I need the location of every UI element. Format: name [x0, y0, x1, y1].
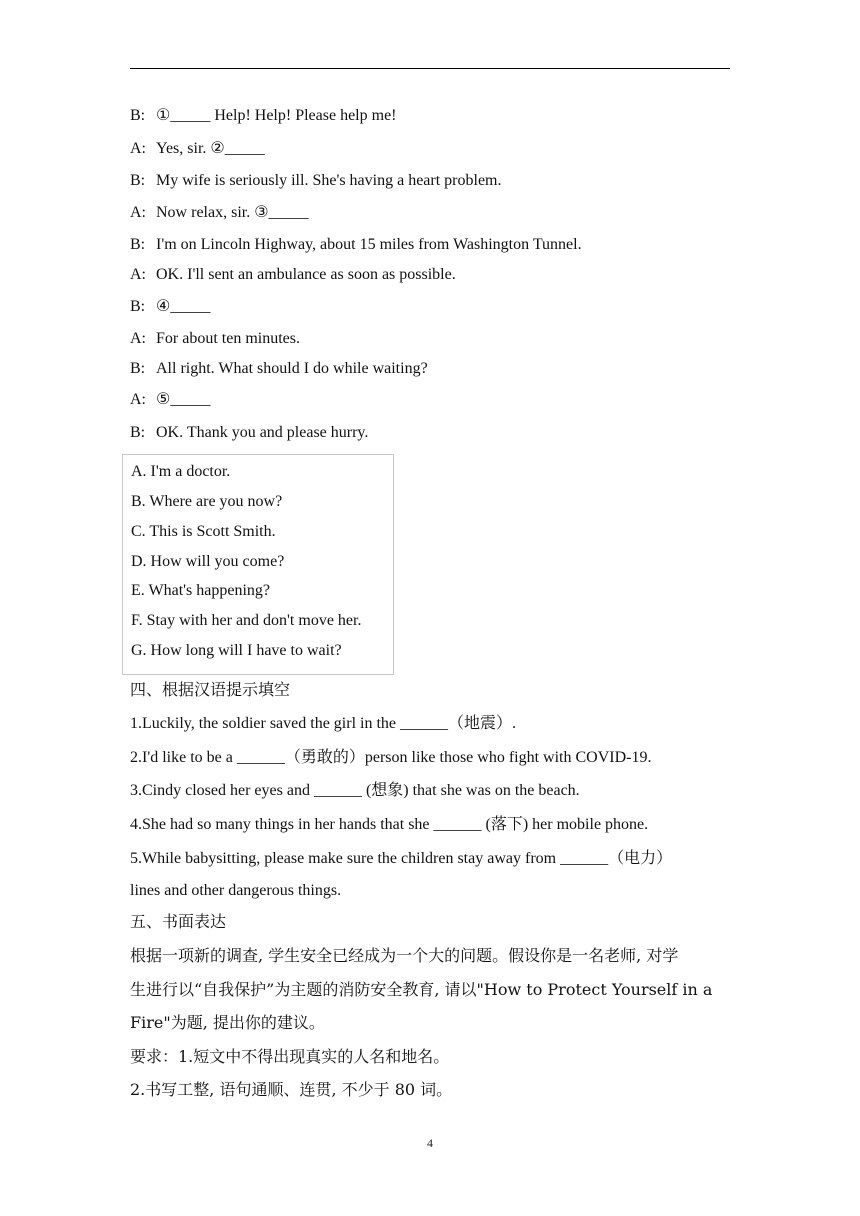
section-heading: 四、根据汉语提示填空 [130, 680, 291, 699]
requirement-line: 2.书写工整, 语句通顺、连贯, 不少于 80 词。 [130, 1080, 453, 1099]
dialogue-line [130, 297, 210, 317]
dialogue-line [130, 235, 582, 255]
section-heading: 五、书面表达 [130, 912, 227, 931]
speaker-label: A: [130, 266, 146, 283]
dialogue-text: ⑤_____ [156, 391, 211, 408]
speaker-label: B: [130, 298, 146, 315]
prompt-line: 根据一项新的调查, 学生安全已经成为一个大的问题。假设你是一名老师, 对学 [130, 946, 679, 965]
speaker-label: B: [130, 236, 146, 253]
dialogue-line [130, 359, 428, 379]
prompt-line: 生进行以“自我保护”为主题的消防安全教育, 请以"How to Protect Yourself in a [130, 980, 713, 999]
speaker-label: A: [130, 140, 146, 157]
speaker-label: A: [130, 330, 146, 347]
header-rule [130, 68, 730, 69]
dialogue-text: ①_____ Help! Help! Please help me! [156, 107, 397, 124]
option-item: A. I'm a doctor. [131, 463, 231, 480]
dialogue-text: OK. I'll sent an ambulance as soon as possible. [156, 266, 456, 283]
fill-item: 4.She had so many things in her hands that she ______ (落下) her mobile phone. [130, 816, 649, 833]
dialogue-text: I'm on Lincoln Highway, about 15 miles from Washington Tunnel. [156, 236, 582, 253]
speaker-label: B: [130, 360, 146, 377]
fill-item-continuation: lines and other dangerous things. [130, 882, 342, 899]
fill-item: 3.Cindy closed her eyes and ______ (想象) that she was on the beach. [130, 782, 580, 799]
dialogue-line [130, 329, 300, 349]
fill-item: 2.I'd like to be a ______（勇敢的）person like those who fight with COVID-19. [130, 749, 652, 766]
dialogue-line [130, 265, 456, 285]
dialogue-text: My wife is seriously ill. She's having a heart problem. [156, 172, 502, 189]
option-item: E. What's happening? [131, 582, 270, 599]
dialogue-text: OK. Thank you and please hurry. [156, 424, 369, 441]
dialogue-line [130, 139, 265, 159]
dialogue-text: ④_____ [156, 298, 211, 315]
option-item: B. Where are you now? [131, 493, 283, 510]
requirement-line: 要求：1.短文中不得出现真实的人名和地名。 [130, 1047, 450, 1066]
dialogue-line [130, 171, 502, 191]
fill-item: 5.While babysitting, please make sure the children stay away from ______（电力） [130, 850, 673, 867]
options-box [122, 454, 394, 675]
speaker-label: A: [130, 204, 146, 221]
dialogue-line [130, 390, 210, 410]
prompt-line: Fire"为题, 提出你的建议。 [130, 1013, 325, 1032]
option-item: G. How long will I have to wait? [131, 642, 342, 659]
dialogue-line [130, 106, 397, 126]
dialogue-text: For about ten minutes. [156, 330, 300, 347]
speaker-label: B: [130, 424, 146, 441]
dialogue-line [130, 423, 368, 443]
dialogue-text: All right. What should I do while waiting? [156, 360, 428, 377]
speaker-label: A: [130, 391, 146, 408]
fill-item: 1.Luckily, the soldier saved the girl in the ______（地震）. [130, 715, 517, 732]
speaker-label: B: [130, 107, 146, 124]
dialogue-line [130, 203, 309, 223]
dialogue-text: Now relax, sir. ③_____ [156, 204, 309, 221]
option-item: D. How will you come? [131, 553, 285, 570]
option-item: C. This is Scott Smith. [131, 523, 276, 540]
page-number: 4 [427, 1136, 433, 1150]
dialogue-text: Yes, sir. ②_____ [156, 140, 265, 157]
speaker-label: B: [130, 172, 146, 189]
option-item: F. Stay with her and don't move her. [131, 612, 362, 629]
